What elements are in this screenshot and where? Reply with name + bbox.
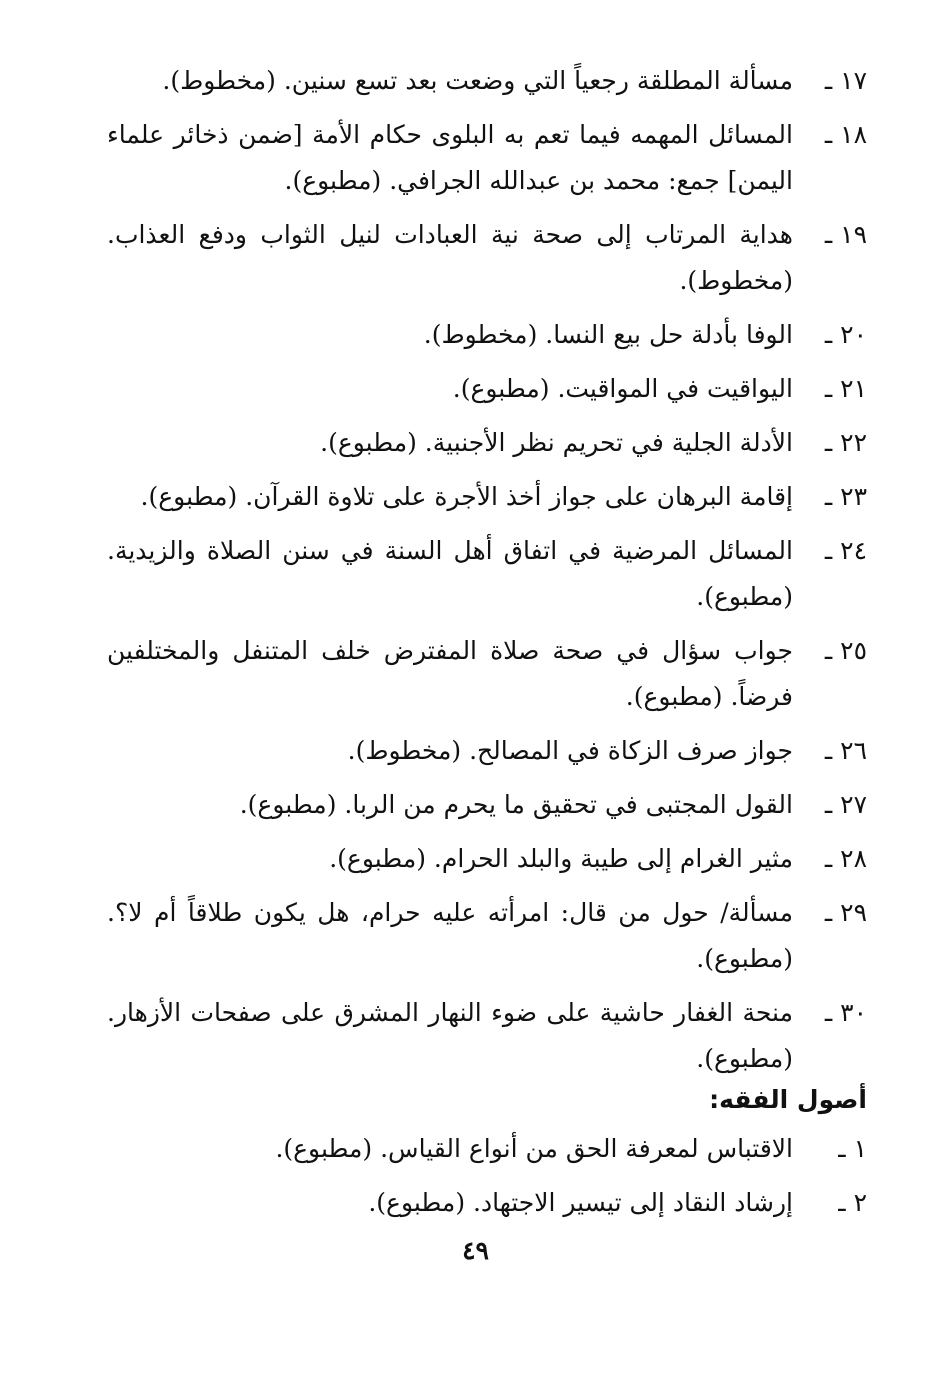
item-number: ٢٨ ـ xyxy=(824,844,867,873)
list-item xyxy=(107,58,867,104)
item-text: جواز صرف الزكاة في المصالح. (مخطوط). xyxy=(347,736,793,765)
item-number: ١ ـ xyxy=(838,1134,867,1163)
item-number: ١٩ ـ xyxy=(824,220,867,249)
item-text: مسألة/ حول من قال: امرأته عليه حرام، هل يكون طلاقاً أم لا؟. (مطبوع). xyxy=(107,898,793,973)
list-item xyxy=(107,312,867,358)
item-text: إقامة البرهان على جواز أخذ الأجرة على تلاوة القرآن. (مطبوع). xyxy=(140,482,793,511)
item-text: الأدلة الجلية في تحريم نظر الأجنبية. (مطبوع). xyxy=(320,428,793,457)
item-text: منحة الغفار حاشية على ضوء النهار المشرق على صفحات الأزهار. (مطبوع). xyxy=(107,998,793,1073)
list-item xyxy=(107,1180,867,1226)
item-text: إرشاد النقاد إلى تيسير الاجتهاد. (مطبوع). xyxy=(368,1188,793,1217)
item-number: ٣٠ ـ xyxy=(824,998,867,1027)
item-text: مسألة المطلقة رجعياً التي وضعت بعد تسع سنين. (مخطوط). xyxy=(162,66,793,95)
list-item xyxy=(107,420,867,466)
list-item xyxy=(107,628,867,720)
item-text: هداية المرتاب إلى صحة نية العبادات لنيل الثواب ودفع العذاب. (مخطوط). xyxy=(107,220,793,295)
item-number: ١٧ ـ xyxy=(824,66,867,95)
item-number: ٢٦ ـ xyxy=(824,736,867,765)
item-text: المسائل المهمه فيما تعم به البلوى حكام الأمة [ضمن ذخائر علماء اليمن] جمع: محمد بن عبدالله الجرافي. (مطبوع). xyxy=(107,120,793,195)
item-number: ٢٠ ـ xyxy=(824,320,867,349)
list-item xyxy=(107,112,867,204)
works-list xyxy=(107,58,867,1090)
item-number: ١٨ ـ xyxy=(824,120,867,149)
item-number: ٢٤ ـ xyxy=(824,536,867,565)
list-item xyxy=(107,528,867,620)
item-text: اليواقيت في المواقيت. (مطبوع). xyxy=(452,374,793,403)
item-number: ٢ ـ xyxy=(838,1188,867,1217)
item-number: ٢١ ـ xyxy=(824,374,867,403)
item-text: جواب سؤال في صحة صلاة المفترض خلف المتنفل والمختلفين فرضاً. (مطبوع). xyxy=(107,636,793,711)
section-heading: أصول الفقه: xyxy=(709,1085,867,1114)
page-number: ٤٩ xyxy=(462,1236,489,1265)
item-number: ٢٢ ـ xyxy=(824,428,867,457)
item-text: الوفا بأدلة حل بيع النسا. (مخطوط). xyxy=(423,320,793,349)
item-number: ٢٩ ـ xyxy=(824,898,867,927)
section-works-list xyxy=(107,1126,867,1234)
list-item xyxy=(107,836,867,882)
item-number: ٢٥ ـ xyxy=(824,636,867,665)
item-text: القول المجتبى في تحقيق ما يحرم من الربا. (مطبوع). xyxy=(239,790,793,819)
item-number: ٢٧ ـ xyxy=(824,790,867,819)
item-number: ٢٣ ـ xyxy=(824,482,867,511)
list-item xyxy=(107,890,867,982)
list-item xyxy=(107,990,867,1082)
list-item xyxy=(107,728,867,774)
list-item xyxy=(107,782,867,828)
item-text: الاقتباس لمعرفة الحق من أنواع القياس. (مطبوع). xyxy=(275,1134,793,1163)
list-item xyxy=(107,1126,867,1172)
item-text: مثير الغرام إلى طيبة والبلد الحرام. (مطبوع). xyxy=(329,844,793,873)
list-item xyxy=(107,474,867,520)
list-item xyxy=(107,212,867,304)
item-text: المسائل المرضية في اتفاق أهل السنة في سنن الصلاة والزيدية. (مطبوع). xyxy=(107,536,793,611)
list-item xyxy=(107,366,867,412)
